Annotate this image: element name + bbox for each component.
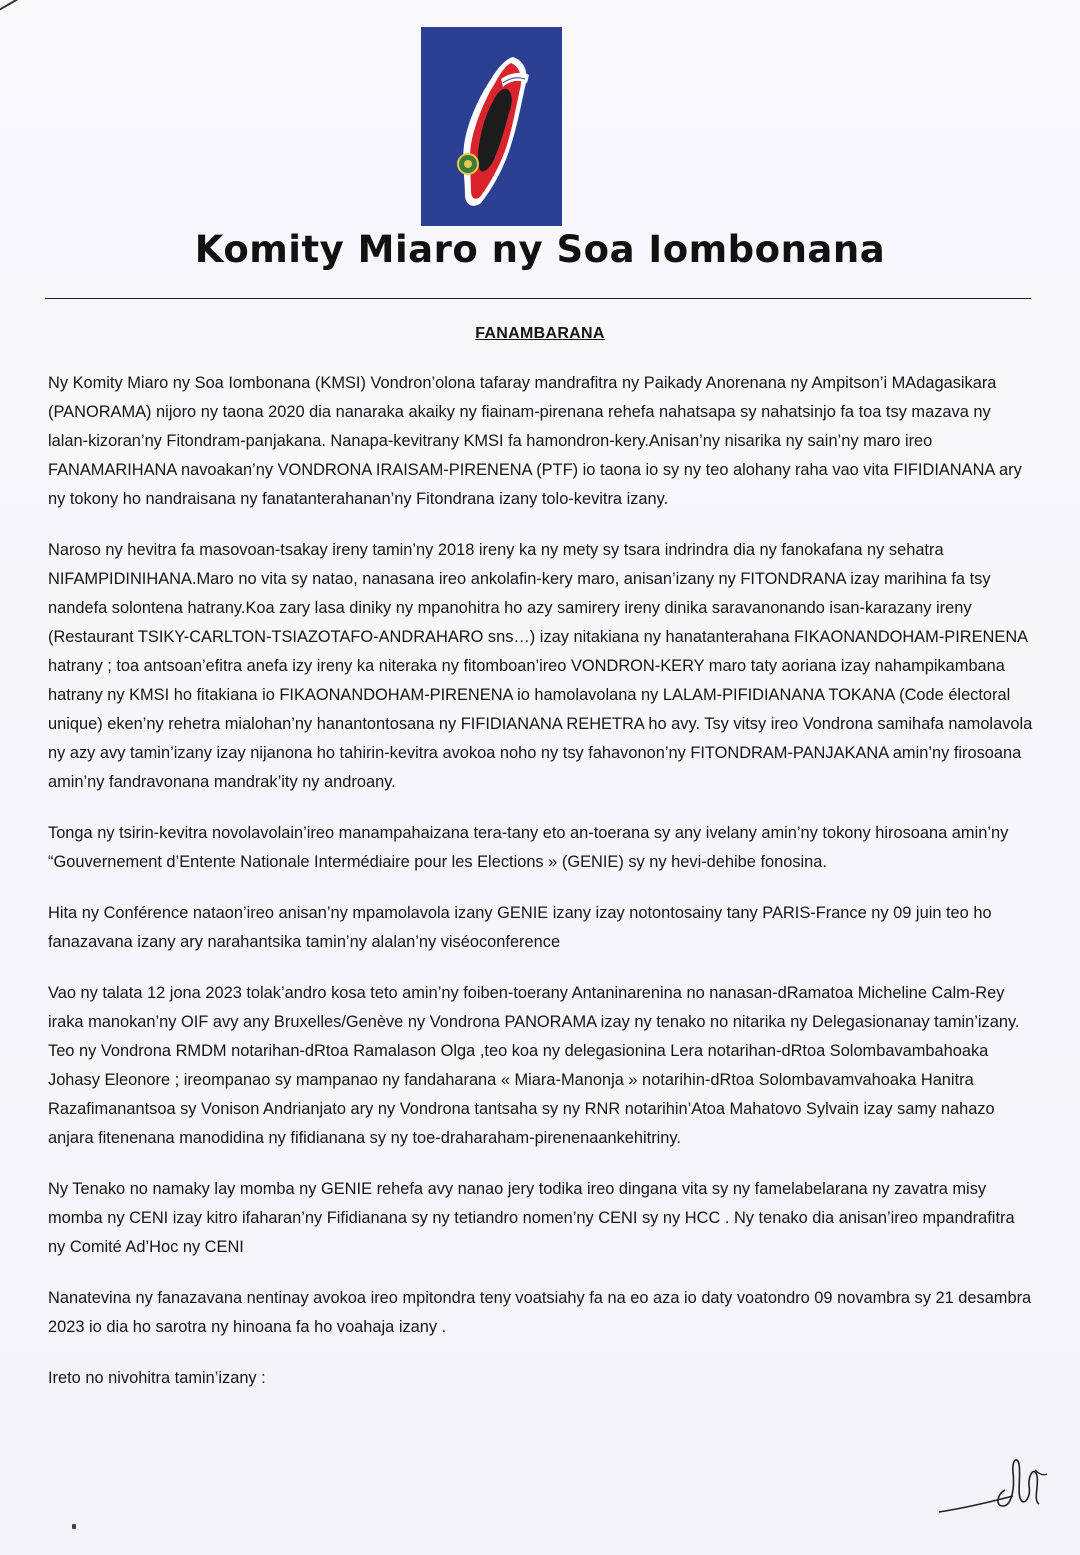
document-heading: FANAMBARANA [475, 325, 605, 342]
corner-pen-mark [0, 0, 52, 16]
paragraph-4: Hita ny Conférence nataon’ireo anisan’ny mpamolavola izany GENIE izany izay notontosainy tany PARIS-France ny 09 juin teo ho fanazavana izany ary narahantsika tamin’ny alalan’ny viséoconference [48, 904, 992, 951]
page-speck [72, 1524, 76, 1529]
kmsi-logo [421, 27, 562, 226]
paragraph-8: Ireto no nivohitra tamin’izany : [48, 1369, 266, 1387]
paragraph-1: Ny Komity Miaro ny Soa Iombonana (KMSI) Vondron’olona tafaray mandrafitra ny Paikady Anorenana ny Ampitson’i MAdagasikara (PANORAMA) nijoro ny taona 2020 dia nanaraka akaiky ny fiainam-pirenana rehefa nahatsapa sy nahatsinjo fa toa tsy mazava ny lalan-kizoran’ny Fitondram-panjakana. Nanapa-kevitrany KMSI fa hamondron-kery.Anisan’ny nisarika ny sain’ny maro ireo FANAMARIHANA navoakan’ny VONDRONA IRAISAM-PIRENENA (PTF) io taona io sy ny teo alohany raha vao vita FIFIDIANANA ary ny tokony ho nandraisana ny fanatanterahanan’ny Fitondrana izany tolo-kevitra izany. [48, 374, 1022, 508]
handwritten-signature [935, 1450, 1055, 1525]
paragraph-3: Tonga ny tsirin-kevitra novolavolain’ireo manampahaizana tera-tany eto an-toerana sy any ivelany amin’ny tokony hirosoana amin’ny “Gouvernement d’Entente Nationale Intermédiaire pour les Elections » (GENIE) sy ny hevi-dehibe fonosina. [48, 824, 1009, 871]
organization-title: Komity Miaro ny Soa Iombonana [194, 228, 886, 271]
paragraph-6: Ny Tenako no namaky lay momba ny GENIE rehefa avy nanao jery todika ireo dingana vita sy ny famelabelarana ny zavatra misy momba ny CENI izay kitro ifaharan’ny Fifidianana sy ny tetiandro nomen’ny CENI sy ny HCC . Ny tenako dia anisan’ireo mpandrafitra ny Comité Ad’Hoc ny CENI [48, 1180, 1015, 1256]
paragraph-2: Naroso ny hevitra fa masovoan-tsakay ireny tamin’ny 2018 ireny ka ny mety sy tsara indrindra dia ny fanokafana ny sehatra NIFAMPIDINIHANA.Maro no vita sy natao, nanasana ireo ankolafin-kery maro, anisan’izany ny FITONDRANA izay marihina fa tsy nandefa solontena hatrany.Koa zary lasa diniky ny mpanohitra ho azy samirery ireny dinika saravanonando isan-karazany ireny (Restaurant TSIKY-CARLTON-TSIAZOTAFO-ANDRAHARO sns…) izay nitakiana ny hanatanterahana FIKAONANDOHAM-PIRENENA hatrany ; toa antsoan’efitra anefa izy ireny ka niteraka ny fitomboan’ireo VONDRON-KERY maro taty aoriana izay nahampikambana hatrany ny KMSI ho fitakiana io FIKAONANDOHAM-PIRENENA io hamolavolana ny LALAM-PIFIDIANANA TOKANA (Code électoral unique) eken’ny rehetra mialohan’ny hanantontosana ny FIFIDIANANA REHETRA ho avy. Tsy vitsy ireo Vondrona samihafa namolavola ny azy avy tamin’izany izay nijanona ho tahirin-kevitra avokoa noho ny tsy fahavonon’ny FITONDRAM-PANJAKANA amin’ny firosoana amin’ny fandravonana mandrak’ity ny androany. [48, 541, 1033, 791]
document-body [48, 369, 1034, 1411]
header-divider [45, 298, 1031, 299]
paragraph-7: Nanatevina ny fanazavana nentinay avokoa ireo mpitondra teny voatsiahy fa na eo aza io daty voatondro 09 novambra sy 21 desambra 2023 io dia ho sarotra ny hinoana fa ho voahaja izany . [48, 1289, 1032, 1336]
paragraph-5: Vao ny talata 12 jona 2023 tolak’andro kosa teto amin’ny foiben-toerany Antaninarenina no nanasan-dRamatoa Micheline Calm-Rey iraka manokan’ny OIF avy any Bruxelles/Genève ny Vondrona PANORAMA izay ny tenako no nitarika ny Delegasionanay tamin’izany. Teo ny Vondrona RMDM notarihan-dRtoa Ramalason Olga ,teo koa ny delegasionina Lera notarihan-dRtoa Solombavambahoaka Johasy Eleonore ; ireompanao sy mampanao ny fandaharana « Miara-Manonja » notarihin-dRtoa Solombavamvahoaka Hanitra Razafimanantsoa sy Vonison Andrianjato ary ny Vondrona tantsaha sy ny RNR notarihin’Atoa Mahatovo Sylvain izay samy nahazo anjara fitenenana manodidina ny fifidianana sy ny toe-draharaham-pirenenaankehitriny. [48, 984, 1020, 1147]
